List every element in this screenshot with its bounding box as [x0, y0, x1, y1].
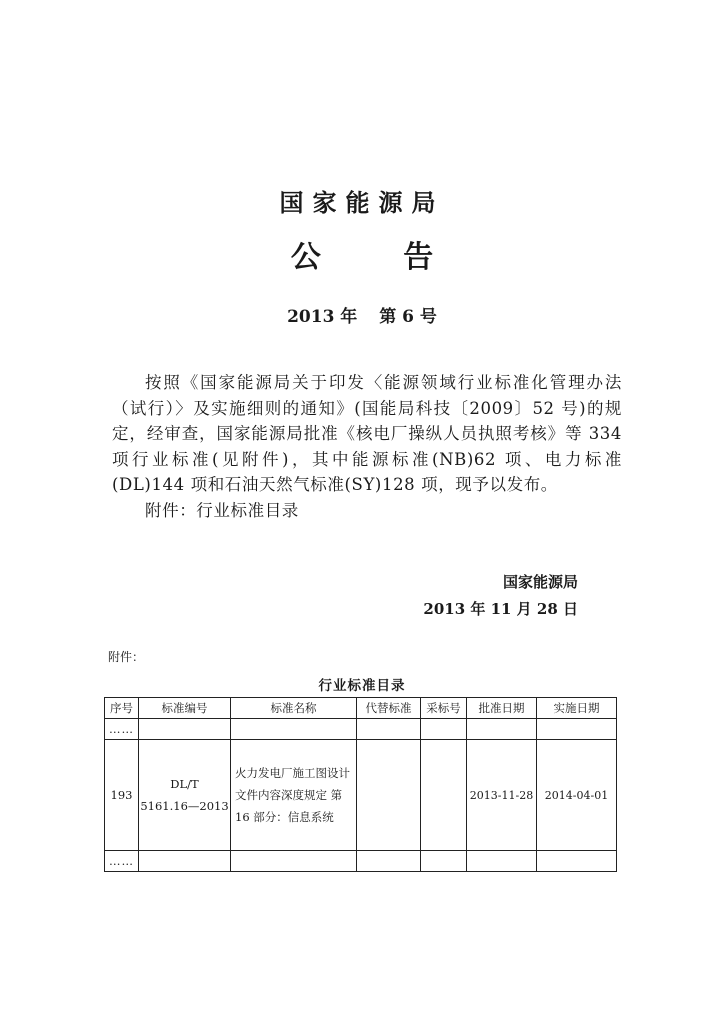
approval-date: 2013-11-28 [467, 740, 537, 851]
table-title: 行业标准目录 [318, 678, 406, 694]
effective-date: 2014-04-01 [537, 740, 617, 851]
standard-code-line2: 5161.16—2013 [140, 799, 229, 813]
standard-name: 火力发电厂施工图设计文件内容深度规定 第 16 部分：信息系统 [231, 740, 357, 851]
table-row-ellipsis [105, 851, 617, 872]
signature-org: 国家能源局 [502, 573, 578, 591]
column-header: 实施日期 [537, 698, 617, 719]
column-header: 标准名称 [231, 698, 357, 719]
table-row-ellipsis [105, 719, 617, 740]
table-header-row [105, 698, 617, 719]
column-header: 标准编号 [139, 698, 231, 719]
ellipsis-cell: …… [105, 719, 139, 740]
attachment-label: 附件： [108, 650, 145, 664]
standard-code [139, 740, 231, 851]
row-index: 193 [105, 740, 139, 851]
document-year: 2013 年 [287, 307, 358, 327]
announcement-paragraph: 按照《国家能源局关于印发〈能源领域行业标准化管理办法（试行）〉及实施细则的通知》(国能局科技〔2009〕52 号)的规定，经审查，国家能源局批准《核电厂操纵人员执照考核》等 334 项行业标准(见附件)，其中能源标准(NB)62 项、电力标准(DL)144 项和石油天然气标准(SY)128 项，现予以发布。 [112, 373, 622, 494]
column-header: 批准日期 [467, 698, 537, 719]
table-row [105, 740, 617, 851]
attachment-reference: 附件：行业标准目录 [145, 500, 299, 520]
document-title: 公 告 [290, 240, 470, 275]
ellipsis-cell: …… [105, 851, 139, 872]
standards-table [104, 697, 617, 872]
signature-date: 2013 年 11 月 28 日 [423, 600, 578, 618]
column-header: 代替标准 [357, 698, 421, 719]
column-header: 采标号 [421, 698, 467, 719]
document-number [0, 302, 724, 327]
column-header: 序号 [105, 698, 139, 719]
issuer-title: 国家能源局 [279, 189, 445, 217]
announcement-body [112, 370, 622, 523]
document-issue-number: 第 6 号 [379, 307, 437, 327]
adopted-standard [421, 740, 467, 851]
standard-code-line1: DL/T [170, 777, 199, 791]
replaced-standard [357, 740, 421, 851]
